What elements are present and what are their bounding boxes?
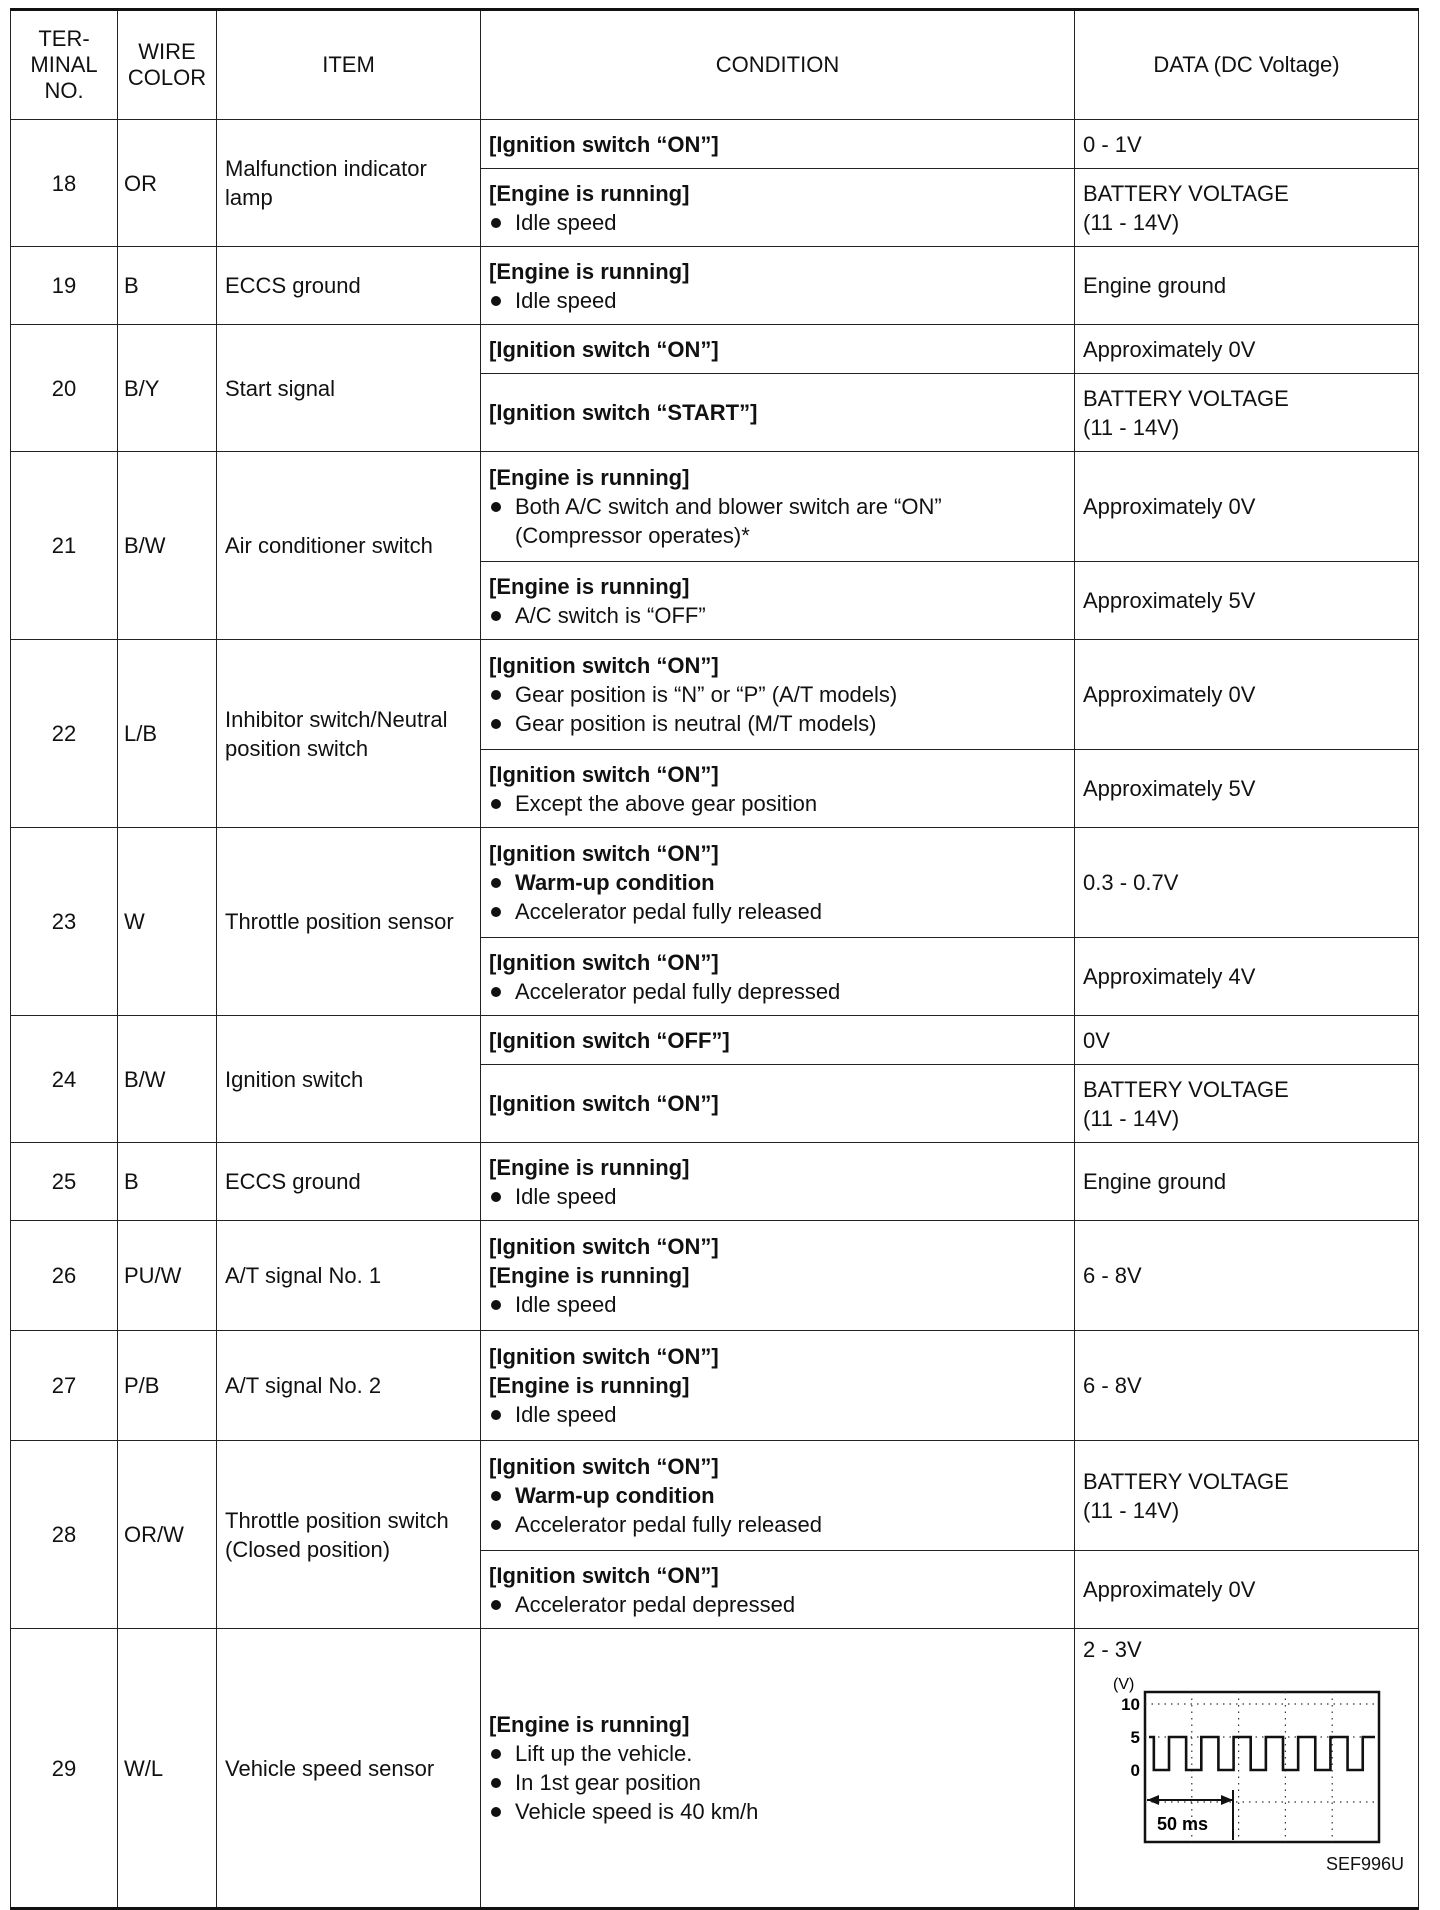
scope-unit-label: (V)	[1113, 1676, 1135, 1693]
condition-bullet	[489, 977, 1066, 1006]
condition-bullet	[489, 1768, 1066, 1797]
data-cell	[1075, 938, 1419, 1016]
condition-bullet	[489, 492, 1066, 550]
terminal-no: 26	[11, 1221, 118, 1331]
condition-bullet	[489, 286, 1066, 315]
table-row	[11, 640, 1419, 750]
terminal-data-sheet	[10, 8, 1418, 1910]
data-cell	[1075, 1016, 1419, 1065]
time-arrow-left-icon	[1147, 1795, 1159, 1805]
condition-bullet	[489, 1182, 1066, 1211]
data-cell	[1075, 1221, 1419, 1331]
bullet-text: Accelerator pedal fully released	[515, 899, 822, 924]
condition-heading: [Engine is running]	[489, 1263, 690, 1288]
bullet-text: Idle speed	[515, 1292, 617, 1317]
item-name: ECCS ground	[217, 1143, 481, 1221]
wire-color: B/W	[118, 1016, 217, 1143]
condition-heading: [Engine is running]	[489, 1373, 690, 1398]
data-cell	[1075, 640, 1419, 750]
data-value: 6 - 8V	[1083, 1263, 1142, 1288]
data-cell	[1075, 169, 1419, 247]
condition-cell	[481, 1016, 1075, 1065]
condition-heading: [Ignition switch “ON”]	[489, 131, 719, 157]
data-value: Approximately 4V	[1083, 964, 1256, 989]
condition-bullet	[489, 1797, 1066, 1826]
data-value: Approximately 0V	[1083, 682, 1256, 707]
condition-heading: [Engine is running]	[489, 258, 690, 284]
bullet-dot-icon	[491, 1491, 501, 1501]
header-terminal-line: MINAL	[30, 52, 98, 77]
scope-y-tick: 5	[1130, 1728, 1140, 1747]
header-data: DATA (DC Voltage)	[1075, 10, 1419, 120]
item-name: Start signal	[217, 325, 481, 452]
bullet-dot-icon	[491, 218, 501, 228]
item-name: Ignition switch	[217, 1016, 481, 1143]
condition-cell	[481, 120, 1075, 169]
item-name: Vehicle speed sensor	[217, 1629, 481, 1909]
wire-color: B	[118, 1143, 217, 1221]
condition-bullet	[489, 709, 1066, 738]
bullet-text: Accelerator pedal fully depressed	[515, 978, 841, 1004]
data-value: 6 - 8V	[1083, 1373, 1142, 1398]
table-row	[11, 120, 1419, 169]
bullet-dot-icon	[491, 1600, 501, 1610]
item-name: A/T signal No. 1	[217, 1221, 481, 1331]
condition-heading: [Ignition switch “ON”]	[489, 1091, 719, 1116]
wire-color: W/L	[118, 1629, 217, 1909]
item-name: ECCS ground	[217, 247, 481, 325]
data-value: Engine ground	[1083, 273, 1227, 298]
data-cell	[1075, 1441, 1419, 1551]
terminal-table	[10, 8, 1419, 1910]
header-item: ITEM	[217, 10, 481, 120]
table-row	[11, 1143, 1419, 1221]
table-row	[11, 1331, 1419, 1441]
item-name: Air conditioner switch	[217, 452, 481, 640]
data-value: 0.3 - 0.7V	[1083, 870, 1179, 895]
data-value: (11 - 14V)	[1083, 1105, 1180, 1131]
figure-id: SEF996U	[1325, 1854, 1404, 1874]
wire-color: OR/W	[118, 1441, 217, 1629]
bullet-dot-icon	[491, 1520, 501, 1530]
data-value: (11 - 14V)	[1083, 209, 1180, 235]
table-row	[11, 1221, 1419, 1331]
condition-bullet	[489, 680, 1066, 709]
condition-cell	[481, 562, 1075, 640]
table-row	[11, 1441, 1419, 1551]
item-name: Throttle position sensor	[217, 828, 481, 1016]
bullet-text: Idle speed	[515, 287, 617, 313]
table-row	[11, 828, 1419, 938]
condition-cell	[481, 452, 1075, 562]
wire-color: B	[118, 247, 217, 325]
condition-heading: [Ignition switch “OFF”]	[489, 1027, 730, 1053]
wire-color: W	[118, 828, 217, 1016]
table-row	[11, 247, 1419, 325]
bullet-text: Idle speed	[515, 1402, 617, 1427]
terminal-no: 24	[11, 1016, 118, 1143]
condition-cell	[481, 640, 1075, 750]
condition-cell	[481, 1441, 1075, 1551]
bullet-dot-icon	[491, 1778, 501, 1788]
condition-cell	[481, 1065, 1075, 1143]
terminal-no: 21	[11, 452, 118, 640]
condition-cell	[481, 1629, 1075, 1909]
bullet-dot-icon	[491, 296, 501, 306]
bullet-text: Gear position is neutral (M/T models)	[515, 711, 877, 736]
data-value: 0V	[1083, 1027, 1110, 1053]
data-cell	[1075, 1551, 1419, 1629]
bullet-text: Lift up the vehicle.	[515, 1741, 693, 1766]
data-cell	[1075, 1143, 1419, 1221]
time-scale-label: 50 ms	[1157, 1814, 1209, 1834]
scope-square-wave	[1149, 1737, 1375, 1770]
data-cell	[1075, 562, 1419, 640]
data-value: BATTERY VOLTAGE	[1083, 385, 1289, 411]
bullet-dot-icon	[491, 1807, 501, 1817]
table-row	[11, 1016, 1419, 1065]
wire-color: PU/W	[118, 1221, 217, 1331]
data-cell	[1075, 750, 1419, 828]
data-value: Approximately 5V	[1083, 588, 1256, 613]
data-value: Engine ground	[1083, 1169, 1227, 1194]
condition-cell	[481, 1551, 1075, 1629]
data-cell	[1075, 247, 1419, 325]
data-cell	[1075, 828, 1419, 938]
condition-heading: [Ignition switch “ON”]	[489, 761, 719, 787]
time-arrow-right-icon	[1221, 1795, 1233, 1805]
data-value: BATTERY VOLTAGE	[1083, 180, 1289, 206]
bullet-dot-icon	[491, 1192, 501, 1202]
terminal-no: 29	[11, 1629, 118, 1909]
bullet-dot-icon	[491, 907, 501, 917]
item-name: Throttle position switch (Closed position)	[217, 1441, 481, 1629]
header-row	[11, 10, 1419, 120]
table-body	[11, 120, 1419, 1909]
data-cell	[1075, 325, 1419, 374]
condition-bullet	[489, 789, 1066, 818]
condition-bullet	[489, 897, 1066, 926]
data-value: BATTERY VOLTAGE	[1083, 1076, 1289, 1102]
condition-heading: [Engine is running]	[489, 465, 690, 490]
condition-bullet	[489, 601, 1066, 630]
bullet-dot-icon	[491, 1749, 501, 1759]
condition-heading: [Ignition switch “ON”]	[489, 1562, 719, 1588]
data-value: Approximately 0V	[1083, 1577, 1256, 1602]
condition-heading: [Ignition switch “ON”]	[489, 841, 719, 866]
table-row	[11, 1629, 1419, 1909]
condition-cell	[481, 938, 1075, 1016]
bullet-text: Vehicle speed is 40 km/h	[515, 1799, 759, 1824]
bullet-dot-icon	[491, 878, 501, 888]
condition-heading: [Ignition switch “ON”]	[489, 1234, 719, 1259]
data-cell	[1075, 452, 1419, 562]
data-value: (11 - 14V)	[1083, 414, 1180, 440]
data-cell	[1075, 1331, 1419, 1441]
condition-cell	[481, 1221, 1075, 1331]
wire-color: OR	[118, 120, 217, 247]
condition-heading: [Engine is running]	[489, 1154, 690, 1180]
scope-y-tick: 0	[1130, 1761, 1140, 1780]
bullet-text: A/C switch is “OFF”	[515, 602, 706, 628]
condition-bullet	[489, 208, 1066, 237]
condition-cell	[481, 750, 1075, 828]
bullet-text: Idle speed	[515, 209, 617, 235]
condition-cell	[481, 1331, 1075, 1441]
terminal-no: 18	[11, 120, 118, 247]
terminal-no: 27	[11, 1331, 118, 1441]
terminal-no: 22	[11, 640, 118, 828]
bullet-dot-icon	[491, 690, 501, 700]
condition-cell	[481, 169, 1075, 247]
header-terminal-line: NO.	[44, 78, 84, 103]
terminal-no: 19	[11, 247, 118, 325]
condition-heading: [Ignition switch “ON”]	[489, 1344, 719, 1369]
bullet-text: Accelerator pedal fully released	[515, 1512, 822, 1537]
data-value: 2 - 3V	[1083, 1637, 1142, 1662]
oscilloscope-waveform	[1083, 1670, 1403, 1850]
condition-bullet	[489, 1290, 1066, 1319]
data-value: BATTERY VOLTAGE	[1083, 1468, 1289, 1494]
wire-color: B/Y	[118, 325, 217, 452]
bullet-text: Accelerator pedal depressed	[515, 1591, 796, 1617]
item-name: Inhibitor switch/Neutral position switch	[217, 640, 481, 828]
bullet-dot-icon	[491, 1410, 501, 1420]
terminal-no: 20	[11, 325, 118, 452]
bullet-dot-icon	[491, 611, 501, 621]
condition-bullet	[489, 868, 1066, 897]
condition-bullet	[489, 1481, 1066, 1510]
condition-bullet	[489, 1590, 1066, 1619]
data-cell	[1075, 1629, 1419, 1909]
bullet-text: Both A/C switch and blower switch are “ON” (Compressor operates)*	[515, 494, 942, 548]
header-wire-color	[118, 10, 217, 120]
terminal-no: 23	[11, 828, 118, 1016]
header-condition: CONDITION	[481, 10, 1075, 120]
terminal-no: 25	[11, 1143, 118, 1221]
bullet-text: Except the above gear position	[515, 790, 818, 816]
condition-cell	[481, 828, 1075, 938]
data-value: Approximately 0V	[1083, 494, 1256, 519]
data-cell	[1075, 374, 1419, 452]
bullet-text: In 1st gear position	[515, 1770, 701, 1795]
header-terminal-no	[11, 10, 118, 120]
table-row	[11, 452, 1419, 562]
scope-y-tick: 10	[1121, 1695, 1140, 1714]
condition-heading: [Ignition switch “ON”]	[489, 336, 719, 362]
header-wire-line: WIRE	[138, 39, 196, 64]
bullet-dot-icon	[491, 799, 501, 809]
bullet-dot-icon	[491, 502, 501, 512]
terminal-no: 28	[11, 1441, 118, 1629]
bullet-text: Warm-up condition	[515, 870, 715, 895]
condition-heading: [Ignition switch “ON”]	[489, 949, 719, 975]
wire-color: B/W	[118, 452, 217, 640]
data-value: Approximately 5V	[1083, 776, 1256, 801]
item-name: A/T signal No. 2	[217, 1331, 481, 1441]
data-value: Approximately 0V	[1083, 336, 1256, 362]
data-value: (11 - 14V)	[1083, 1497, 1180, 1523]
data-value: 0 - 1V	[1083, 131, 1142, 157]
condition-heading: [Ignition switch “ON”]	[489, 653, 719, 678]
wire-color: P/B	[118, 1331, 217, 1441]
condition-cell	[481, 374, 1075, 452]
condition-heading: [Engine is running]	[489, 1712, 690, 1737]
condition-bullet	[489, 1400, 1066, 1429]
wire-color: L/B	[118, 640, 217, 828]
condition-bullet	[489, 1510, 1066, 1539]
condition-cell	[481, 247, 1075, 325]
bullet-dot-icon	[491, 987, 501, 997]
condition-heading: [Engine is running]	[489, 180, 690, 206]
condition-bullet	[489, 1739, 1066, 1768]
item-name: Malfunction indicator lamp	[217, 120, 481, 247]
header-wire-line: COLOR	[127, 65, 207, 90]
condition-heading: [Ignition switch “START”]	[489, 400, 758, 425]
oscilloscope-figure	[1083, 1670, 1410, 1850]
bullet-text: Warm-up condition	[515, 1483, 715, 1508]
condition-heading: [Ignition switch “ON”]	[489, 1454, 719, 1479]
bullet-dot-icon	[491, 1300, 501, 1310]
condition-cell	[481, 325, 1075, 374]
header-terminal-line: TER-	[38, 26, 90, 51]
condition-cell	[481, 1143, 1075, 1221]
bullet-dot-icon	[491, 719, 501, 729]
bullet-text: Idle speed	[515, 1183, 617, 1209]
bullet-text: Gear position is “N” or “P” (A/T models)	[515, 682, 898, 707]
data-cell	[1075, 120, 1419, 169]
data-cell	[1075, 1065, 1419, 1143]
table-row	[11, 325, 1419, 374]
condition-heading: [Engine is running]	[489, 573, 690, 599]
